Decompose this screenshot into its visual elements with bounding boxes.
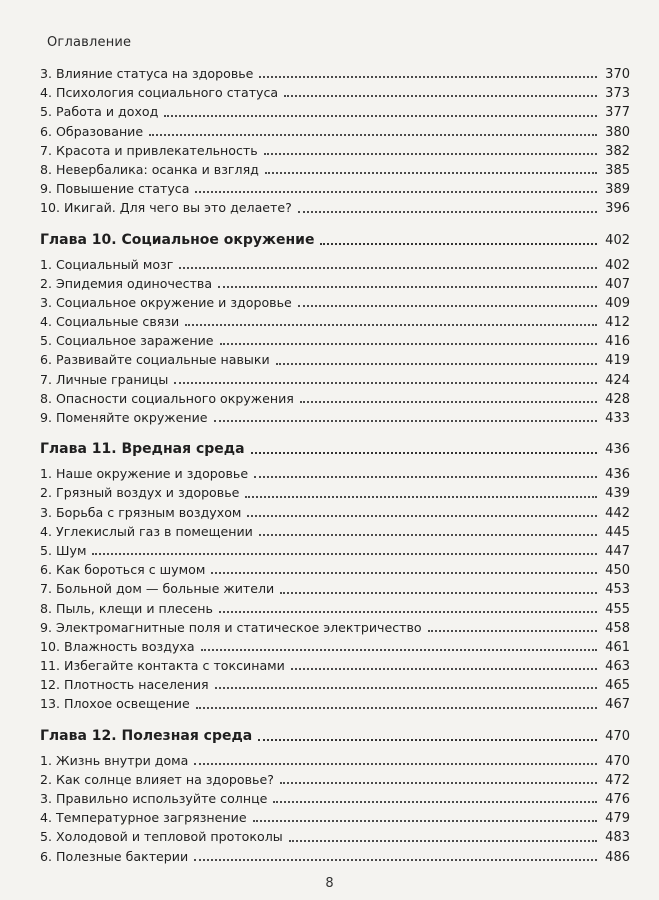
dot-leader [174,382,597,384]
entry-page-number: 380 [605,124,630,140]
dot-leader [211,572,597,574]
dot-leader [298,211,597,213]
entry-page-number: 436 [605,467,630,483]
entry-page-number: 450 [605,563,630,579]
toc-entry[interactable] [40,808,630,827]
entry-page-number: 447 [605,543,630,559]
toc-entry[interactable] [40,102,630,121]
entry-title: 8. Невербалика: осанка и взгляд [40,161,259,177]
entry-title: 4. Температурное загрязнение [40,810,247,826]
toc-chapter-heading[interactable] [40,229,630,251]
entry-page-number: 461 [605,639,630,655]
dot-leader [259,76,597,78]
toc-entry[interactable] [40,789,630,808]
entry-title: 8. Пыль, клещи и плесень [40,600,213,616]
dot-leader [245,496,597,498]
toc-entry[interactable] [40,464,630,483]
entry-title: 3. Социальное окружение и здоровье [40,294,292,310]
dot-leader [291,668,597,670]
entry-title: 3. Влияние статуса на здоровье [40,66,254,81]
entry-page-number: 436 [605,442,630,458]
toc-entry[interactable] [40,160,630,179]
dot-leader [259,534,597,536]
entry-title: 4. Психология социального статуса [40,85,279,101]
toc-entry[interactable] [40,179,630,198]
entry-title: 10. Влажность воздуха [40,638,195,654]
toc-entry[interactable] [40,141,630,160]
table-of-contents [40,64,630,866]
toc-entry[interactable] [40,293,630,312]
entry-page-number: 445 [605,524,630,540]
entry-title: 1. Жизнь внутри дома [40,752,189,768]
dot-leader [265,172,597,174]
dot-leader [218,286,597,288]
dot-leader [149,134,597,136]
entry-title: 9. Поменяйте окружение [40,410,208,425]
toc-entry[interactable] [40,331,630,350]
entry-title: 2. Как солнце влияет на здоровье? [40,771,274,787]
dot-leader [214,420,598,422]
entry-page-number: 428 [605,391,630,407]
entry-page-number: 416 [605,334,630,350]
dot-leader [284,95,597,97]
entry-page-number: 442 [605,505,630,521]
toc-entry[interactable] [40,579,630,598]
entry-title: 3. Правильно используйте солнце [40,791,268,806]
entry-page-number: 396 [605,201,630,217]
toc-entry[interactable] [40,483,630,502]
dot-leader [280,592,597,594]
toc-entry[interactable] [40,350,630,369]
entry-title: 11. Избегайте контакта с токсинами [40,658,285,674]
dot-leader [300,401,597,403]
toc-entry[interactable] [40,83,630,102]
toc-entry[interactable] [40,751,630,770]
toc-entry[interactable] [40,560,630,579]
entry-title: 6. Полезные бактерии [40,848,189,864]
entry-title: 1. Социальный мозг [40,256,174,272]
entry-title: 13. Плохое освещение [40,696,190,712]
entry-title: 7. Красота и привлекательность [40,142,258,158]
toc-entry[interactable] [40,637,630,656]
chapter-title: Глава 11. Вредная среда [40,441,245,458]
entry-page-number: 465 [605,678,630,694]
toc-entry[interactable] [40,198,630,217]
entry-page-number: 402 [605,257,630,273]
running-head: Оглавление [47,35,132,50]
entry-page-number: 483 [605,830,630,846]
entry-page-number: 479 [605,811,630,827]
toc-entry[interactable] [40,656,630,675]
entry-page-number: 373 [605,86,630,102]
dot-leader [195,191,597,193]
dot-leader [258,739,597,741]
entry-title: 6. Развивайте социальные навыки [40,352,270,368]
entry-page-number: 409 [605,295,630,311]
entry-page-number: 382 [605,143,630,159]
entry-title: 9. Повышение статуса [40,181,190,197]
entry-title: 2. Грязный воздух и здоровье [40,485,240,501]
toc-entry[interactable] [40,770,630,789]
dot-leader [179,267,597,269]
entry-page-number: 402 [605,232,630,248]
entry-title: 5. Социальное заражение [40,333,214,349]
toc-chapter-heading[interactable] [40,725,630,747]
toc-entry[interactable] [40,618,630,637]
dot-leader [92,553,597,555]
entry-page-number: 486 [605,849,630,865]
dot-leader [276,363,598,365]
entry-page-number: 433 [605,411,630,426]
entry-page-number: 424 [605,372,630,388]
entry-page-number: 476 [605,792,630,807]
entry-title: 3. Борьба с грязным воздухом [40,504,242,520]
dot-leader [273,801,597,803]
dot-leader [196,707,597,709]
entry-page-number: 389 [605,182,630,198]
dot-leader [320,243,597,245]
dot-leader [298,305,597,307]
dot-leader [215,687,598,689]
dot-leader [253,820,598,822]
toc-chapter-heading[interactable] [40,438,630,460]
entry-page-number: 412 [605,315,630,331]
entry-title: 5. Работа и доход [40,104,159,120]
toc-entry[interactable] [40,694,630,713]
entry-title: 7. Больной дом — больные жители [40,581,275,597]
dot-leader [264,153,597,155]
entry-title: 9. Электромагнитные поля и статическое электричество [40,619,422,635]
dot-leader [185,324,597,326]
toc-entry[interactable] [40,64,630,83]
toc-entry[interactable] [40,312,630,331]
dot-leader [428,630,598,632]
toc-entry[interactable] [40,675,630,694]
toc-entry[interactable] [40,370,630,389]
dot-leader [194,859,597,861]
toc-entry[interactable] [40,541,630,560]
entry-title: 4. Социальные связи [40,314,180,330]
dot-leader [164,115,597,117]
entry-title: 10. Икигай. Для чего вы это делаете? [40,200,292,216]
toc-entry[interactable] [40,255,630,274]
entry-page-number: 385 [605,162,630,178]
dot-leader [251,452,598,454]
entry-page-number: 467 [605,697,630,713]
entry-title: 6. Как бороться с шумом [40,562,206,578]
dot-leader [201,649,598,651]
entry-title: 5. Холодовой и тепловой протоколы [40,829,283,845]
dot-leader [280,782,597,784]
entry-title: 6. Образование [40,123,144,139]
entry-page-number: 377 [605,105,630,121]
entry-title: 5. Шум [40,542,87,558]
entry-page-number: 472 [605,772,630,788]
dot-leader [254,476,597,478]
entry-page-number: 455 [605,601,630,617]
dot-leader [247,515,597,517]
toc-entry[interactable] [40,827,630,846]
dot-leader [289,840,597,842]
entry-title: 4. Углекислый газ в помещении [40,523,253,539]
entry-page-number: 463 [605,659,630,675]
entry-page-number: 439 [605,486,630,502]
entry-title: 1. Наше окружение и здоровье [40,466,249,482]
entry-page-number: 407 [605,276,630,292]
dot-leader [194,763,597,765]
toc-entry[interactable] [40,847,630,866]
toc-entry[interactable] [40,122,630,141]
entry-title: 12. Плотность населения [40,677,209,693]
entry-page-number: 453 [605,582,630,598]
toc-entry[interactable] [40,522,630,541]
toc-entry[interactable] [40,389,630,408]
entry-page-number: 419 [605,353,630,369]
entry-page-number: 458 [605,620,630,636]
entry-title: 8. Опасности социального окружения [40,390,294,406]
toc-entry[interactable] [40,503,630,522]
entry-title: 7. Личные границы [40,371,169,387]
toc-entry[interactable] [40,274,630,293]
toc-entry[interactable] [40,408,630,427]
page-number-folio: 8 [325,876,334,891]
chapter-title: Глава 10. Социальное окружение [40,231,315,248]
entry-page-number: 470 [605,753,630,769]
dot-leader [220,343,598,345]
entry-page-number: 370 [605,67,630,82]
entry-title: 2. Эпидемия одиночества [40,275,213,291]
entry-page-number: 470 [605,728,630,744]
dot-leader [219,611,597,613]
toc-entry[interactable] [40,599,630,618]
chapter-title: Глава 12. Полезная среда [40,727,253,744]
